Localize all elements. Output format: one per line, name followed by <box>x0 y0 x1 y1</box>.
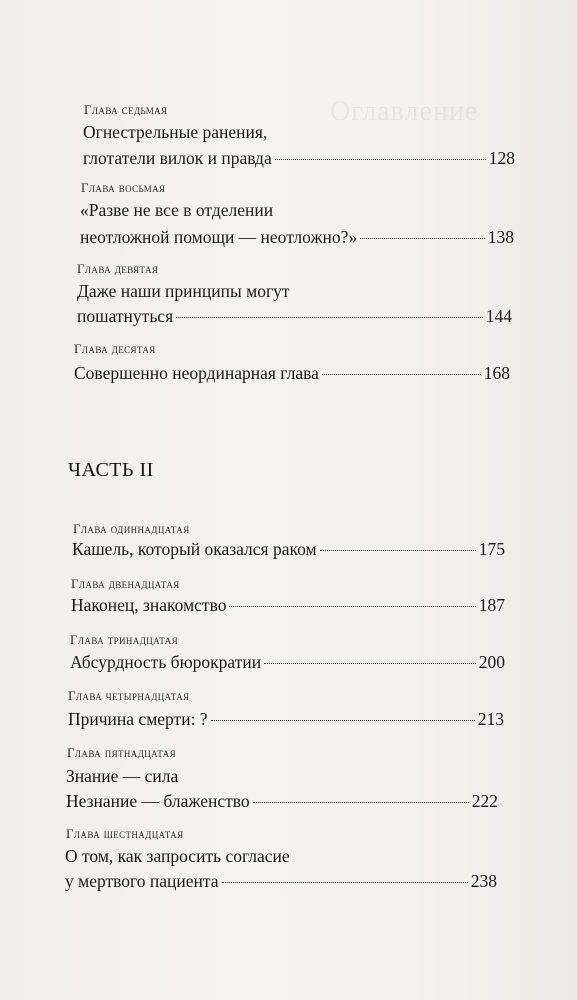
chapter-title-line: пошатнуться <box>77 306 174 326</box>
dot-leader <box>360 238 485 239</box>
dot-leader <box>322 374 481 375</box>
chapter-label: Глава девятая <box>77 261 159 276</box>
chapter-title-line: глотатели вилок и правда <box>83 148 272 168</box>
page-number: 200 <box>478 652 505 672</box>
toc-entry-row[interactable] <box>65 870 497 892</box>
chapter-title-line: «Разве не все в отделении <box>80 200 274 220</box>
chapter-title-line: у мертвого пациента <box>65 871 219 891</box>
dot-leader <box>176 317 483 318</box>
toc-entry-row[interactable] <box>83 147 515 169</box>
chapter-title-line: Абсурдность бюрократии <box>70 652 262 672</box>
toc-entry-row[interactable] <box>72 538 505 560</box>
chapter-label: Глава двенадцатая <box>71 576 180 591</box>
page-number: 175 <box>478 539 505 559</box>
chapter-label: Глава шестнадцатая <box>66 826 184 841</box>
page-number: 138 <box>487 227 514 247</box>
bleed-through-text: Оглавление <box>330 96 479 127</box>
page-number: 222 <box>471 791 498 811</box>
chapter-label: Глава четырнадцатая <box>68 688 190 703</box>
toc-entry-row[interactable] <box>68 708 504 730</box>
chapter-label: Глава восьмая <box>81 180 166 195</box>
page-number: 144 <box>485 306 512 326</box>
toc-entry-row[interactable] <box>66 790 498 812</box>
chapter-title-line: Незнание — блаженство <box>66 791 250 811</box>
dot-leader <box>229 606 475 607</box>
page-number: 187 <box>478 595 505 615</box>
chapter-title-line: Наконец, знакомство <box>71 595 227 615</box>
dot-leader <box>264 663 476 664</box>
page-number: 238 <box>470 871 497 891</box>
page-number: 128 <box>488 148 515 168</box>
chapter-label: Глава одиннадцатая <box>73 521 190 536</box>
toc-entry-row[interactable] <box>71 594 505 616</box>
dot-leader <box>253 802 469 803</box>
page-number: 213 <box>477 709 504 729</box>
dot-leader <box>222 882 468 883</box>
chapter-title-line: Огнестрельные ранения, <box>83 122 268 142</box>
toc-entry-row[interactable] <box>80 226 514 248</box>
chapter-label: Глава седьмая <box>84 102 168 117</box>
toc-entry-row[interactable] <box>70 651 505 673</box>
chapter-label: Глава тринадцатая <box>70 632 179 647</box>
dot-leader <box>211 720 475 721</box>
chapter-title-line: Кашель, который оказался раком <box>72 539 317 559</box>
chapter-label: Глава десятая <box>74 341 156 356</box>
toc-entry-row[interactable] <box>74 362 510 384</box>
part-heading: ЧАСТЬ II <box>68 459 154 481</box>
chapter-title-line: О том, как запросить согласие <box>65 846 290 866</box>
page-number: 168 <box>483 363 510 383</box>
chapter-label: Глава пятнадцатая <box>67 745 177 760</box>
chapter-title-line: неотложной помощи — неотложно?» <box>80 227 358 247</box>
chapter-title-line: Причина смерти: ? <box>68 709 208 729</box>
chapter-title-line: Совершенно неординарная глава <box>74 363 319 383</box>
toc-entry-row[interactable] <box>77 305 512 327</box>
chapter-title-line: Знание — сила <box>66 766 179 786</box>
dot-leader <box>275 159 486 160</box>
dot-leader <box>320 550 476 551</box>
chapter-title-line: Даже наши принципы могут <box>77 281 290 301</box>
